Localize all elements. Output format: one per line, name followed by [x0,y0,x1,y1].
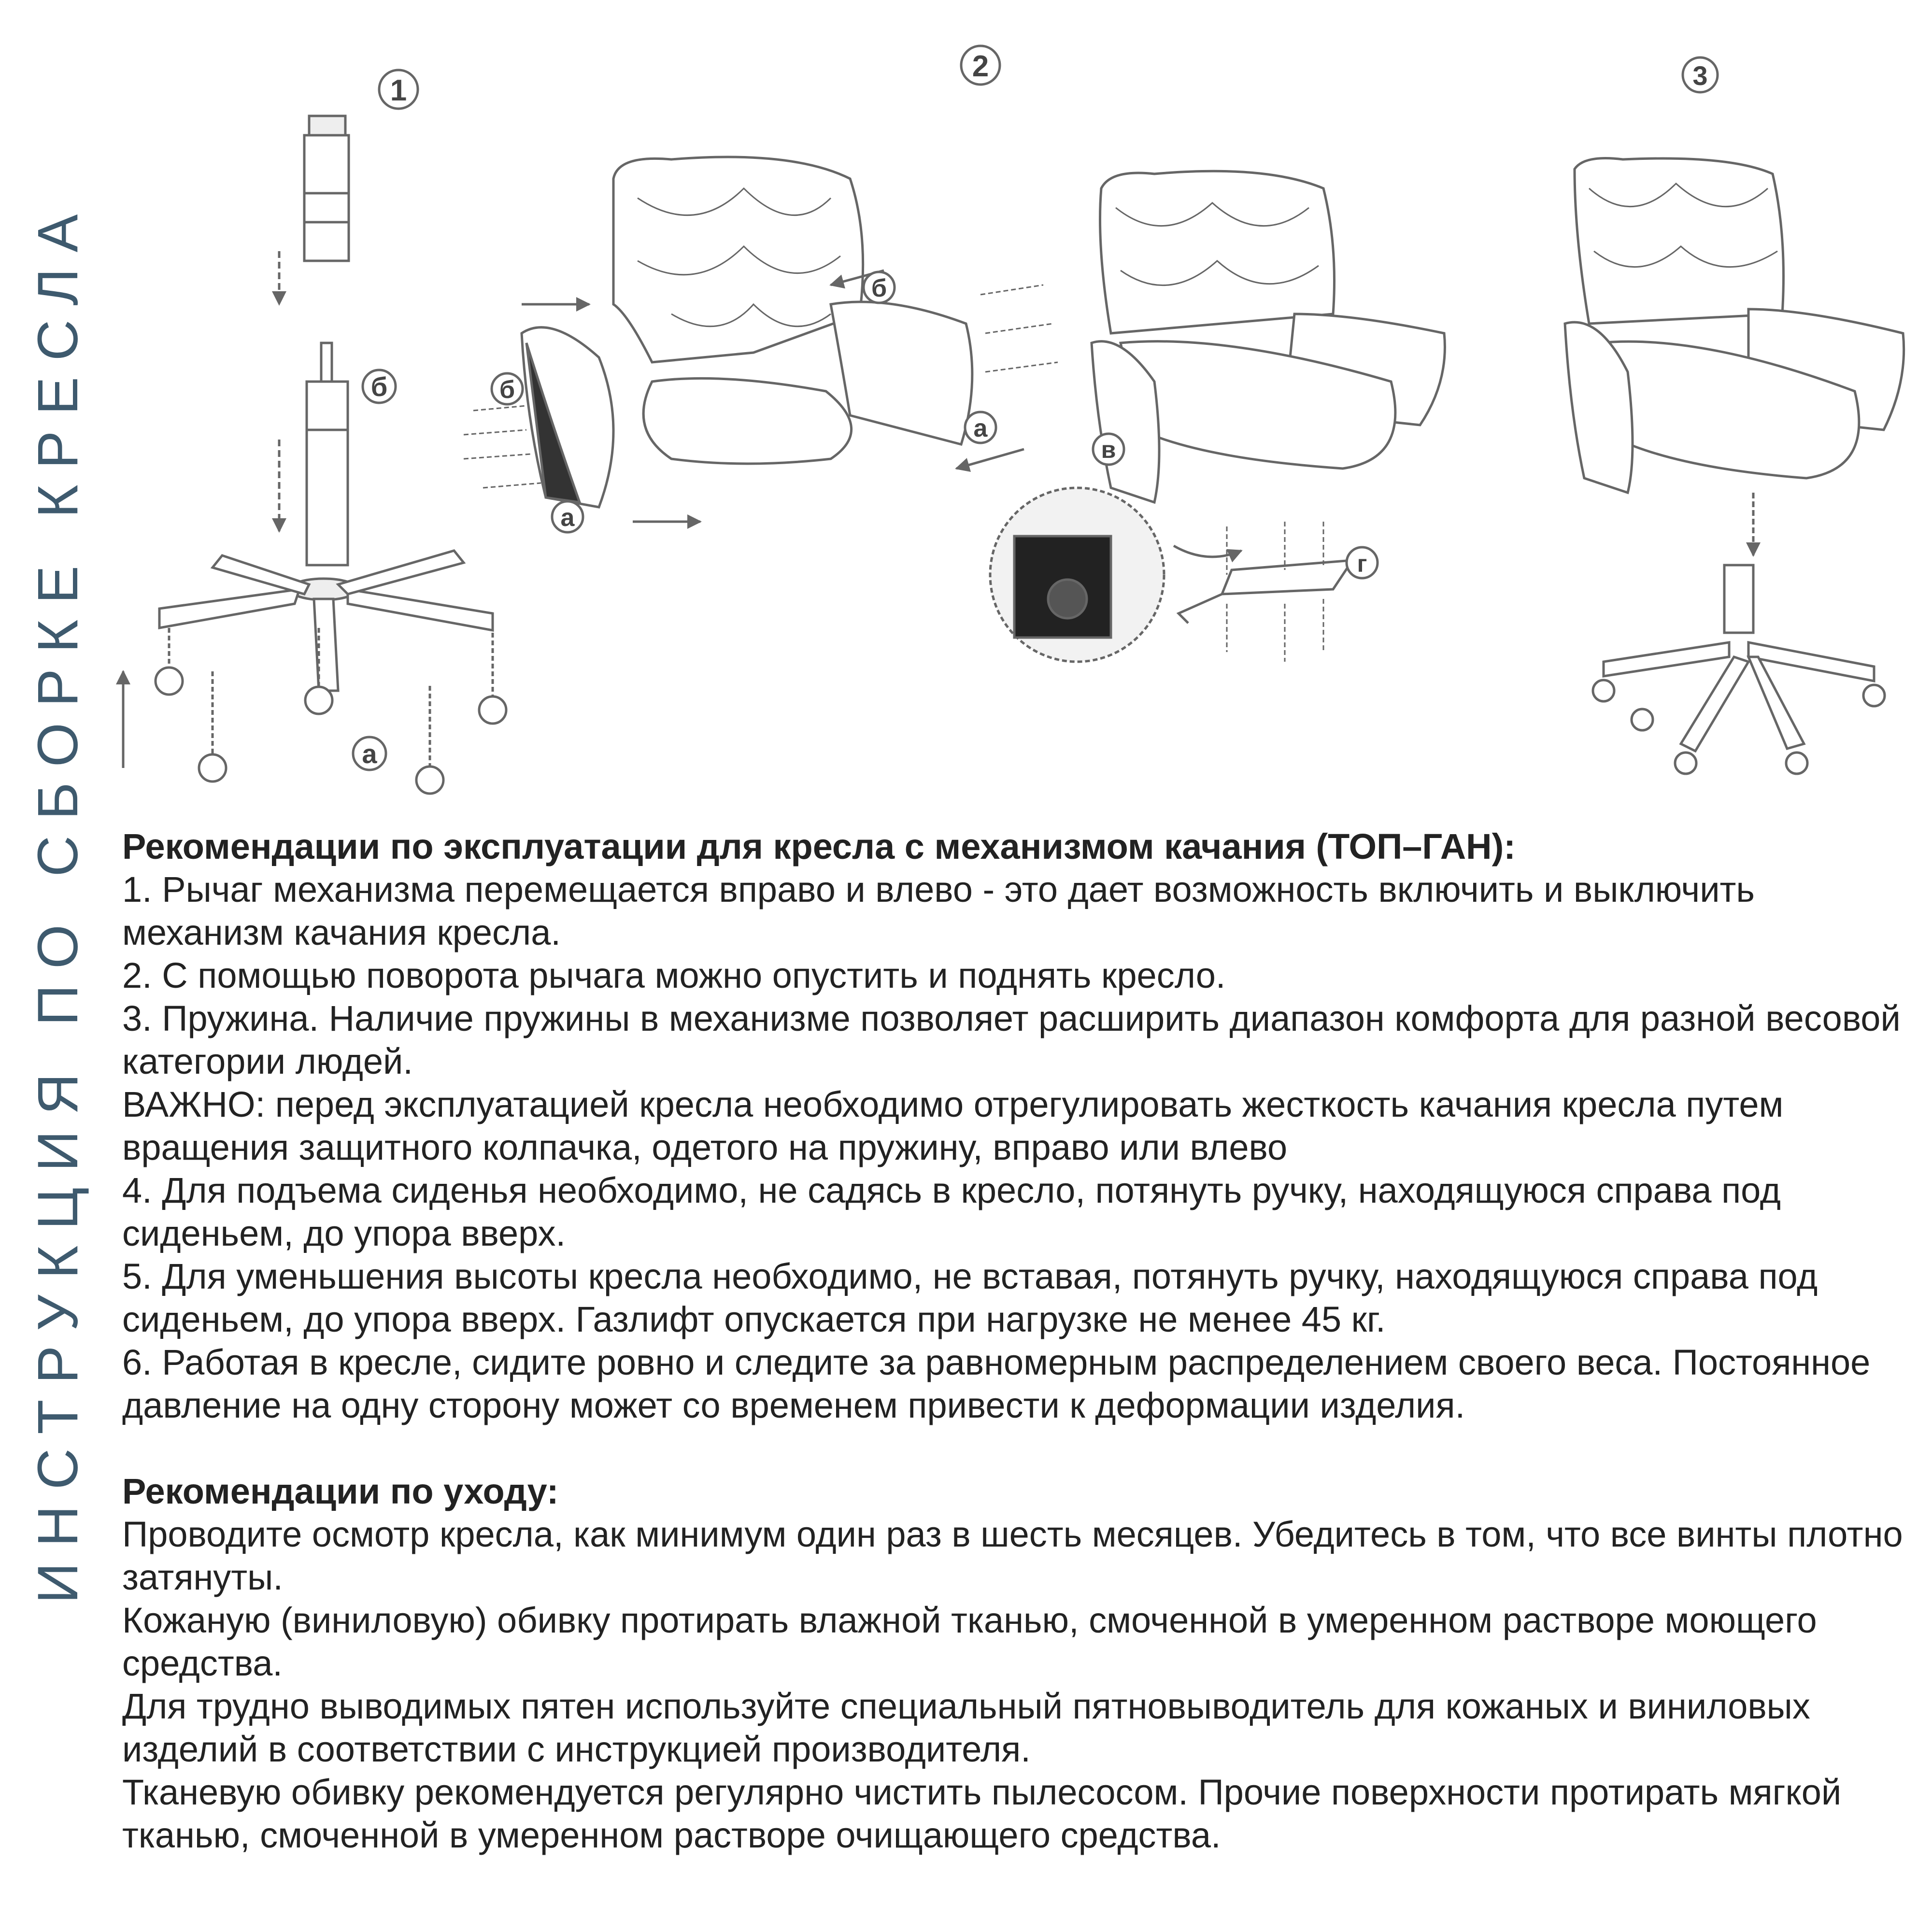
label-g [1347,547,1378,578]
gas-lift-bottom [307,343,348,565]
label-b-step1 [363,370,396,403]
label-b-step2-right [864,272,895,303]
step2-group [464,46,1445,662]
svg-text:а: а [362,739,377,769]
exploded-seat [643,378,851,464]
svg-text:б: б [499,376,515,404]
svg-text:2: 2 [972,50,989,83]
label-b-step2-left [492,373,523,404]
mechanism-plate [1179,522,1352,662]
arrow-curve [1174,546,1241,557]
section-gap [122,1427,1919,1470]
step3-group [1565,57,1904,774]
operation-title: Рекомендации по эксплуатации для кресла с механизмом качания (ТОП–ГАН): [122,826,1516,867]
operation-paragraph: 5. Для уменьшения высоты кресла необходимо, не вставая, потянуть ручку, находящуюся справа под сиденьем, до упора вверх. Газлифт опускается при нагрузке не менее 45 кг. [122,1256,1818,1339]
exploded-left-arm [522,327,613,507]
gas-lift-top [304,116,349,261]
svg-text:б: б [370,371,388,402]
step3-badge [1683,57,1718,92]
exploded-right-arm [831,302,972,444]
operation-important: ВАЖНО: перед эксплуатацией кресла необходимо отрегулировать жесткость качания кресла путем вращения защитного колпачка, одетого на пружину, вправо или влево [122,1084,1784,1167]
assembled-chair-step3 [1565,158,1904,633]
operation-paragraph: 4. Для подъема сиденья необходимо, не садясь в кресло, потянуть ручку, находящуюся справа под сиденьем, до упора вверх. [122,1170,1781,1253]
step1-badge [379,70,418,109]
care-paragraph: Для трудно выводимых пятен используйте специальный пятновыводитель для кожаных и виниловых изделий в соответствии с инструкцией производителя. [122,1686,1810,1769]
operation-paragraph: 1. Рычаг механизма перемещается вправо и влево - это дает возможность включить и выключить механизм качания кресла. [122,869,1755,952]
side-title: ИНСТРУКЦИЯ ПО СБОРКЕ КРЕСЛА [26,198,90,1604]
label-a-step2-right [965,412,996,443]
svg-text:3: 3 [1692,60,1708,91]
care-title: Рекомендации по уходу: [122,1471,559,1511]
operation-paragraph: 3. Пружина. Наличие пружины в механизме позволяет расширить диапазон комфорта для разной весовой категории людей. [122,998,1901,1081]
operation-paragraph: 6. Работая в кресле, сидите ровно и следите за равномерным распределением своего веса. Постоянное давление на одну сторону может со временем привести к деформации изделия. [122,1342,1871,1425]
svg-text:б: б [871,274,887,302]
label-a-step1 [353,737,386,770]
assembled-chair-step2 [1092,171,1445,502]
care-paragraph: Тканевую обивку рекомендуется регулярно чистить пылесосом. Прочие поверхности протирать мягкой тканью, смоченной в умеренном растворе очищающего средства. [122,1772,1842,1855]
care-paragraph: Кожаную (виниловую) обивку протирать влажной тканью, смоченной в умеренном растворе моющего средства. [122,1600,1817,1683]
exploded-backrest [613,157,863,362]
base-step3 [1593,642,1885,774]
svg-text:г: г [1357,550,1367,577]
instructions-text [122,825,1919,1857]
arrow-left-2 [956,449,1024,469]
detail-zoom [990,488,1164,662]
svg-text:а: а [973,414,988,442]
care-paragraph: Проводите осмотр кресла, как минимум один раз в шесть месяцев. Убедитесь в том, что все винты плотно затянуты. [122,1514,1903,1597]
label-a-step2-left [552,501,583,532]
step2-badge [961,46,1000,85]
step1-number: 1 [390,74,407,107]
chair-base [159,551,493,691]
label-v [1093,434,1124,465]
svg-text:а: а [560,504,575,532]
operation-paragraph: 2. С помощью поворота рычага можно опустить и поднять кресло. [122,955,1226,995]
step1-group [123,70,506,794]
svg-text:в: в [1101,436,1116,463]
assembly-illustration [116,43,1913,816]
